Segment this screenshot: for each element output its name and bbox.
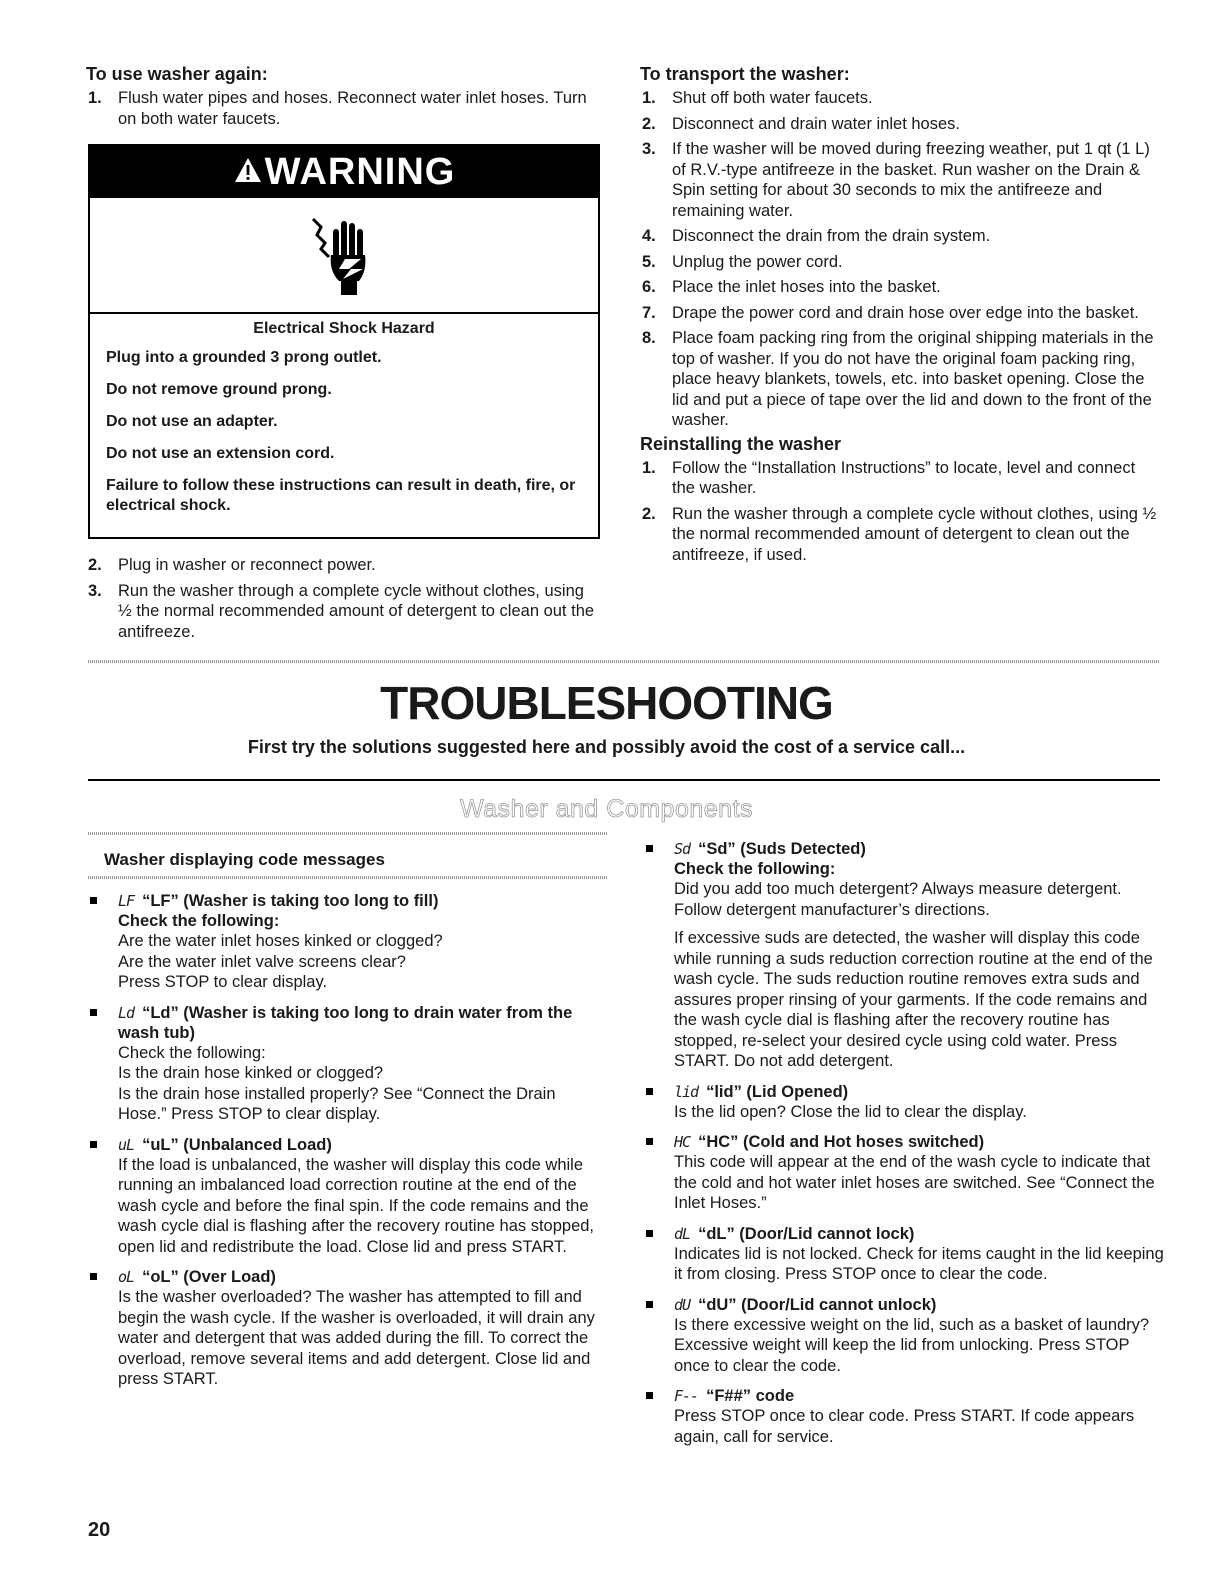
step-text: Unplug the power cord. [672,252,843,271]
code-label: “uL” (Unbalanced Load) [142,1135,332,1154]
bullet-square-icon [90,897,97,904]
code-description: Press STOP once to clear code. Press START. If code appears again, call for service. [674,1407,1135,1446]
section-rule [88,779,1160,781]
code-title [118,1003,608,1043]
hazard-title: Electrical Shock Hazard [253,320,435,337]
code-description: Indicates lid is not locked. Check for items caught in the lid keeping it from closing. Press STOP once to clear the code. [674,1244,1164,1283]
warning-lines [106,348,582,516]
code-description-extra: If excessive suds are detected, the washer will display this code while running a suds reduction correction routine at the end of the wash cycle. The suds reduction routine removes extra suds and assures proper rinsing of your garments. If the code remains and the wash cycle dial is flashing after the recovery routine has stopped, re-select your desired cycle using cold water. Press START. Do not add detergent. [674,929,1153,1070]
warning-line: Failure to follow these instructions can result in death, fire, or electrical shock. [106,477,576,514]
step-item [640,226,1160,247]
step-number: 3. [642,140,656,158]
code-label: “F##” code [706,1387,795,1405]
step-number: 7. [642,303,656,322]
code-description: Is the lid open? Close the lid to clear the display. [674,1102,1027,1121]
code-description: Are the water inlet hoses kinked or clogged? Are the water inlet valve screens clear? Press STOP to clear display. [118,932,443,991]
display-code-glyph: lid [674,1082,699,1101]
codes-left-list [88,891,608,1390]
warning-icon-area [90,198,598,314]
step-number: 1. [642,89,656,107]
step-text: Place the inlet hoses into the basket. [672,278,941,296]
codes-right-column [644,839,1164,1457]
section-title: Washer and Components [459,795,754,823]
code-label: “LF” (Washer is taking too long to fill) [142,892,439,910]
code-item [88,1003,608,1125]
step-number: 5. [642,252,656,271]
bullet-square-icon [646,1392,653,1399]
code-item [644,1386,1164,1447]
step-item [86,555,596,576]
warning-line: Plug into a grounded 3 prong outlet. [106,349,382,366]
bullet-square-icon [646,1138,653,1145]
step-number: 2. [642,114,656,133]
code-label: “Sd” (Suds Detected) [698,840,866,858]
step-item [86,88,596,129]
use-again-steps-b-section [86,555,596,647]
step-number: 2. [88,556,102,574]
code-item [644,1295,1164,1377]
code-description: If the load is unbalanced, the washer will display this code while running an imbalanced load correction routine at the end of the wash cycle and before the final spin. If the code remains and the wash cycle dial is flashing after the recovery routine has stopped, open lid and redistribute the load. Close lid and press START. [118,1155,595,1256]
step-text: Drape the power cord and drain hose over edge into the basket. [672,303,1139,322]
step-item [640,114,1160,135]
code-title [674,839,1164,859]
code-description: Is the washer overloaded? The washer has attempted to fill and begin the wash cycle. If the washer is overloaded, it will drain any water and detergent that was added during the fill. To correct the overload, remove several items and add detergent. Close lid and press START. [118,1288,595,1388]
code-item [644,839,1164,1072]
electrical-shock-hand-icon [309,209,379,301]
troubleshooting-title: TROUBLESHOOTING [380,677,833,729]
warning-line: Do not use an adapter. [106,413,278,430]
bullet-square-icon [646,1301,653,1308]
step-item [640,277,1160,298]
step-text: Flush water pipes and hoses. Reconnect water inlet hoses. Turn on both water faucets. [118,89,587,128]
step-item [640,303,1160,324]
code-title [118,1135,608,1155]
use-again-heading: To use washer again: [86,64,268,84]
transport-steps [640,88,1160,431]
step-text: Disconnect the drain from the drain system. [672,227,991,245]
warning-triangle-icon [233,151,263,194]
step-item [640,504,1160,566]
warning-banner-label: WARNING [264,150,456,193]
code-label: “dU” (Door/Lid cannot unlock) [698,1295,937,1314]
display-code-glyph: oL [118,1268,135,1286]
code-title [118,891,608,911]
code-description: Check the following: Is the drain hose kinked or clogged? Is the drain hose installed properly? See “Connect the Drain Hose.” Press STOP to clear display. [118,1043,556,1123]
step-text: If the washer will be moved during freezing weather, put 1 qt (1 L) of R.V.-type antifreeze in the basket. Run washer on the Drain & Spin setting for about 30 seconds to mix the antifreeze and remaining water. [672,140,1150,220]
warning-box [88,144,600,539]
code-description: Is there excessive weight on the lid, such as a basket of laundry? Excessive weight will keep the lid from unlocking. Press STOP once to clear the code. [674,1315,1150,1375]
bullet-square-icon [90,1141,97,1148]
page-number: 20 [88,1519,111,1541]
reinstalling-steps [640,458,1160,566]
code-title [674,1386,1164,1406]
codes-left-column [88,891,608,1400]
transport-section [640,64,1160,570]
step-number: 1. [88,89,102,107]
bullet-square-icon [646,1230,653,1237]
code-item [88,1135,608,1258]
step-text: Plug in washer or reconnect power. [118,556,376,574]
bullet-square-icon [90,1273,97,1280]
reinstalling-heading: Reinstalling the washer [640,433,842,454]
troubleshooting-subtitle: First try the solutions suggested here and possibly avoid the cost of a service call... [247,737,966,757]
code-label: “oL” (Over Load) [142,1268,276,1286]
code-heading-top-rule [88,832,608,835]
step-number: 8. [642,329,656,347]
code-description: This code will appear at the end of the wash cycle to indicate that the cold and hot water inlet hoses are switched. See “Connect the Inlet Hoses.” [674,1153,1155,1212]
code-title [674,1132,1164,1152]
warning-line: Do not remove ground prong. [106,381,332,398]
code-item [644,1082,1164,1123]
step-item [640,88,1160,109]
step-text: Shut off both water faucets. [672,89,873,107]
display-code-glyph: Ld [118,1003,135,1022]
display-code-glyph: F-- [674,1387,699,1405]
code-title [674,1295,1164,1315]
transport-heading: To transport the washer: [640,64,850,84]
step-text: Run the washer through a complete cycle without clothes, using ½ the normal recommended amount of detergent to clean out the antifreeze. [118,581,595,641]
step-item [640,328,1160,431]
check-following-label: Check the following: [674,860,836,878]
display-code-glyph: Sd [674,840,691,858]
code-label: “lid” (Lid Opened) [706,1082,849,1101]
display-code-glyph: LF [118,892,135,910]
dotted-divider [88,660,1160,663]
use-again-steps-b [86,555,596,642]
code-item [88,891,608,993]
codes-right-list [644,839,1164,1447]
warning-line: Do not use an extension cord. [106,445,335,462]
check-following-label: Check the following: [118,912,280,930]
step-number: 3. [88,581,102,600]
step-item [86,581,596,643]
step-text: Disconnect and drain water inlet hoses. [672,114,960,133]
step-number: 1. [642,458,656,477]
step-text: Place foam packing ring from the original shipping materials in the top of washer. If you do not have the original foam packing ring, place heavy blankets, towels, etc. into basket opening. Close the lid and put a piece of tape over the lid and down to the front of the washer. [672,329,1154,429]
code-heading: Washer displaying code messages [104,850,385,869]
code-label: “dL” (Door/Lid cannot lock) [698,1224,915,1243]
step-item [640,458,1160,499]
bullet-square-icon [646,845,653,852]
warning-banner [90,146,598,198]
bullet-square-icon [646,1088,653,1095]
code-label: “Ld” (Washer is taking too long to drain water from the wash tub) [118,1003,573,1042]
display-code-glyph: uL [118,1135,135,1154]
code-title [118,1267,608,1287]
step-number: 2. [642,504,656,523]
step-number: 4. [642,227,656,245]
step-number: 6. [642,278,656,296]
code-item [88,1267,608,1390]
display-code-glyph: dU [674,1295,691,1314]
code-title [674,1082,1164,1102]
warning-text [90,314,598,516]
display-code-glyph: HC [674,1133,691,1151]
use-again-section [86,64,596,134]
code-description: Did you add too much detergent? Always measure detergent. Follow detergent manufacturer’s directions. [674,880,1122,919]
step-item [640,139,1160,221]
code-heading-bottom-rule [88,876,608,879]
display-code-glyph: dL [674,1224,691,1243]
step-text: Run the washer through a complete cycle without clothes, using ½ the normal recommended amount of detergent to clean out the antifreeze, if used. [672,504,1157,564]
code-item [644,1132,1164,1214]
code-title [674,1224,1164,1244]
step-text: Follow the “Installation Instructions” to locate, level and connect the washer. [672,458,1136,497]
use-again-steps-a [86,88,596,129]
code-item [644,1224,1164,1285]
code-label: “HC” (Cold and Hot hoses switched) [698,1133,985,1151]
bullet-square-icon [90,1009,97,1016]
step-item [640,252,1160,273]
